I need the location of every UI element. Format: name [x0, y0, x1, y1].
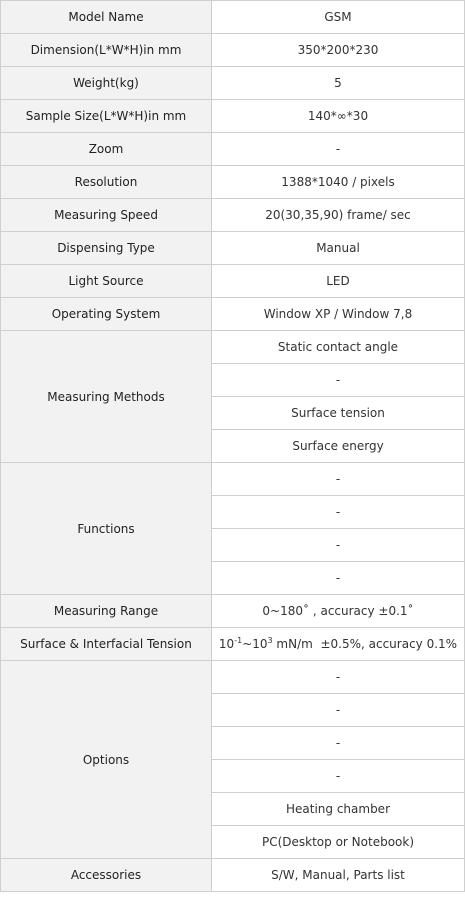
tension-exponent-low: -1	[234, 636, 243, 645]
table-row	[1, 232, 465, 265]
row-label-options: Options	[1, 661, 212, 859]
row-value-operating-system: Window XP / Window 7,8	[212, 298, 465, 331]
table-row	[1, 265, 465, 298]
row-value-option: -	[212, 694, 465, 727]
row-value-function: -	[212, 496, 465, 529]
row-value-zoom: -	[212, 133, 465, 166]
row-value-option: PC(Desktop or Notebook)	[212, 826, 465, 859]
row-label-dispensing-type: Dispensing Type	[1, 232, 212, 265]
row-value-accessories: S/W, Manual, Parts list	[212, 859, 465, 892]
row-value-option: Heating chamber	[212, 793, 465, 826]
row-label-light-source: Light Source	[1, 265, 212, 298]
row-value-option: -	[212, 661, 465, 694]
table-row	[1, 595, 465, 628]
row-value-measuring-method: Surface energy	[212, 430, 465, 463]
row-label-operating-system: Operating System	[1, 298, 212, 331]
row-value-model-name: GSM	[212, 1, 465, 34]
table-row	[1, 166, 465, 199]
table-row	[1, 133, 465, 166]
row-label-model-name: Model Name	[1, 1, 212, 34]
tension-exponent-high: 3	[267, 636, 273, 645]
row-label-measuring-methods: Measuring Methods	[1, 331, 212, 463]
table-row	[1, 298, 465, 331]
row-value-option: -	[212, 727, 465, 760]
table-row	[1, 67, 465, 100]
row-value-function: -	[212, 463, 465, 496]
row-value-measuring-method: -	[212, 364, 465, 397]
row-value-measuring-range: 0~180˚ , accuracy ±0.1˚	[212, 595, 465, 628]
row-value-option: -	[212, 760, 465, 793]
row-label-zoom: Zoom	[1, 133, 212, 166]
table-row	[1, 628, 465, 661]
table-row	[1, 100, 465, 133]
row-value-dispensing-type: Manual	[212, 232, 465, 265]
table-row	[1, 859, 465, 892]
row-value-measuring-method: Surface tension	[212, 397, 465, 430]
row-label-functions: Functions	[1, 463, 212, 595]
row-label-weight: Weight(kg)	[1, 67, 212, 100]
row-label-sample-size: Sample Size(L*W*H)in mm	[1, 100, 212, 133]
table-row	[1, 661, 465, 694]
tension-rest: mN/m ±0.5%, accuracy 0.1%	[272, 637, 458, 651]
table-row	[1, 463, 465, 496]
tension-base: 10	[218, 637, 235, 651]
table-row	[1, 1, 465, 34]
row-value-weight: 5	[212, 67, 465, 100]
table-row	[1, 199, 465, 232]
row-value-dimension: 350*200*230	[212, 34, 465, 67]
row-label-dimension: Dimension(L*W*H)in mm	[1, 34, 212, 67]
row-label-measuring-speed: Measuring Speed	[1, 199, 212, 232]
row-value-surface-tension	[212, 628, 465, 661]
row-label-accessories: Accessories	[1, 859, 212, 892]
row-value-resolution: 1388*1040 / pixels	[212, 166, 465, 199]
table-row	[1, 331, 465, 364]
row-value-light-source: LED	[212, 265, 465, 298]
row-value-function: -	[212, 529, 465, 562]
tension-mid: ~10	[242, 637, 268, 651]
row-value-measuring-method: Static contact angle	[212, 331, 465, 364]
row-value-measuring-speed: 20(30,35,90) frame/ sec	[212, 199, 465, 232]
row-value-function: -	[212, 562, 465, 595]
row-value-sample-size: 140*∞*30	[212, 100, 465, 133]
table-row	[1, 34, 465, 67]
row-label-measuring-range: Measuring Range	[1, 595, 212, 628]
row-label-resolution: Resolution	[1, 166, 212, 199]
row-label-surface-tension: Surface & Interfacial Tension	[1, 628, 212, 661]
